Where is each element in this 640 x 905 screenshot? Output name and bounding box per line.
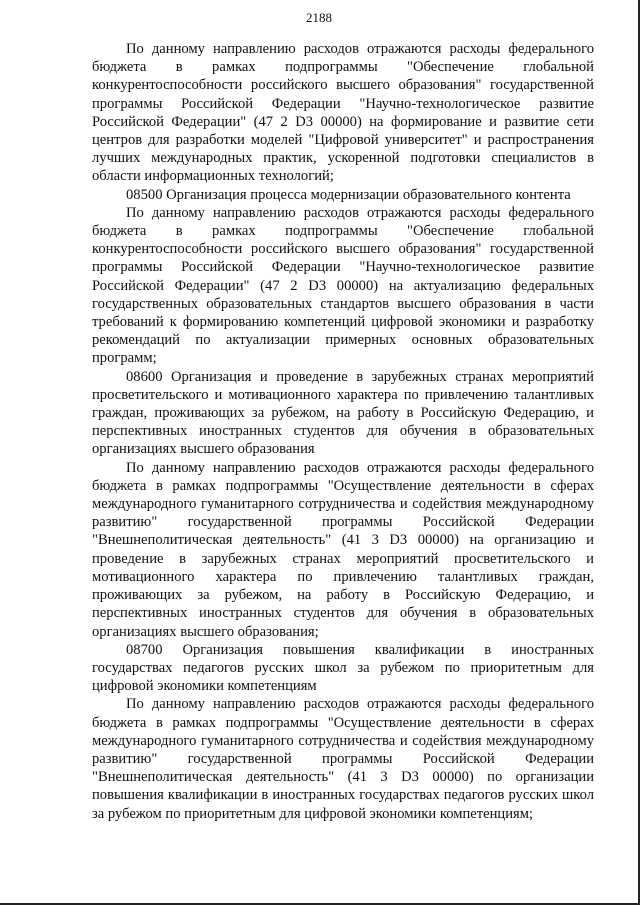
paragraph-expense-description: По данному направлению расходов отражаются расходы федерального бюджета в рамках подпрограммы "Обеспечение глобальной конкурентоспособности российского высшего образования" государственной программы Российской Федерации "Научно-технологическое развитие Российской Федерации" (47 2 D3 00000) на актуализацию федеральных государственных образовательных стандартов высшего образования в части требований к формированию компетенций цифровой экономики и разработку рекомендаций по актуализации примерных основных образовательных программ; xyxy=(92,204,594,367)
paragraph-expense-description: По данному направлению расходов отражаются расходы федерального бюджета в рамках подпрограммы "Обеспечение глобальной конкурентоспособности российского высшего образования" государственной программы Российской Федерации "Научно-технологическое развитие Российской Федерации" (47 2 D3 00000) на формирование и развитие сети центров для разработки моделей "Цифровой университет" и распространения лучших международных практик, ускоренной подготовки специалистов в области информационных технологий; xyxy=(92,41,594,185)
expense-code-heading-08500: 08500 Организация процесса модернизации образовательного контента xyxy=(126,186,571,203)
expense-code-heading-08600: 08600 Организация и проведение в зарубежных странах мероприятий просветительского и мотивационного характера по привлечению талантливых граждан, проживающих за рубежом, на работу в Российскую Федерацию, и перспективных иностранных студентов для обучения в образовательных организациях высшего образования xyxy=(92,368,594,458)
page-number: 2188 xyxy=(306,10,332,25)
document-body xyxy=(92,40,594,823)
paragraph-expense-description: По данному направлению расходов отражаются расходы федерального бюджета в рамках подпрограммы "Осуществление деятельности в сферах международного гуманитарного сотрудничества и содействия международному развитию" государственной программы Российской Федерации "Внешнеполитическая деятельность" (41 3 D3 00000) по организации повышения квалификации в иностранных государствах педагогов русских школ за рубежом по приоритетным для цифровой экономики компетенциям; xyxy=(92,696,594,822)
paragraph-expense-description: По данному направлению расходов отражаются расходы федерального бюджета в рамках подпрограммы "Осуществление деятельности в сферах международного гуманитарного сотрудничества и содействия международному развитию" государственной программы Российской Федерации "Внешнеполитическая деятельность" (41 3 D3 00000) на организацию и проведение в зарубежных странах мероприятий просветительского и мотивационного характера по привлечению талантливых граждан, проживающих за рубежом, на работу в Российскую Федерацию, и перспективных иностранных студентов для обучения в образовательных организациях высшего образования; xyxy=(92,459,594,640)
expense-code-heading-08700: 08700 Организация повышения квалификации в иностранных государствах педагогов русских школ за рубежом по приоритетным для цифровой экономики компетенциям xyxy=(92,641,594,695)
